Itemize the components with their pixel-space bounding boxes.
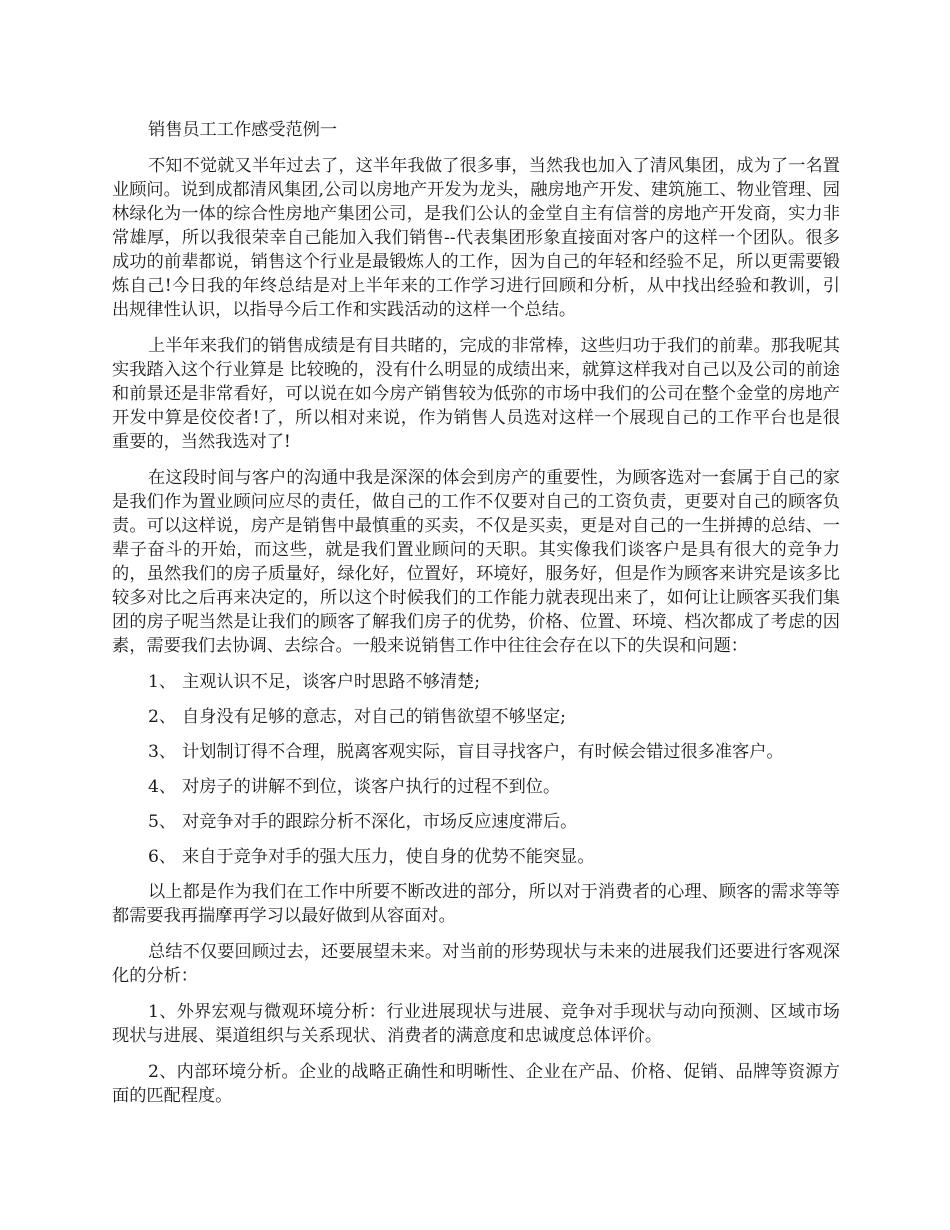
list-item-number: 5、	[148, 812, 177, 832]
paragraph-internal-analysis: 2、内部环境分析。企业的战略正确性和明晰性、企业在产品、价格、促销、品牌等资源方面的匹配程度。	[112, 1062, 840, 1106]
list-item	[112, 775, 840, 799]
list-item-text: 对房子的讲解不到位，谈客户执行的过程不到位。	[182, 777, 561, 797]
document-title: 销售员工工作感受范例一	[148, 120, 338, 140]
list-item	[112, 810, 840, 834]
problem-list	[112, 670, 840, 869]
list-item-text: 计划制订得不合理，脱离客观实际，盲目寻找客户，有时候会错过很多准客户。	[182, 742, 784, 762]
list-item	[112, 670, 840, 694]
list-item	[112, 740, 840, 764]
list-item-text: 主观认识不足，谈客户时思路不够清楚;	[182, 672, 480, 692]
list-item-text: 自身没有足够的意志，对自己的销售欲望不够坚定;	[182, 707, 566, 727]
document-page	[112, 118, 840, 1120]
list-item	[112, 705, 840, 729]
list-item-number: 6、	[148, 847, 177, 867]
list-item-number: 3、	[148, 742, 177, 762]
paragraph-outlook: 总结不仅要回顾过去，还要展望未来。对当前的形势现状与未来的进展我们还要进行客观深化的分析：	[112, 942, 840, 986]
list-item-number: 2、	[148, 707, 177, 727]
list-item-number: 4、	[148, 777, 177, 797]
paragraph-external-analysis: 1、外界宏观与微观环境分析：行业进展现状与进展、竞争对手现状与动向预测、区域市场现状与进展、渠道组织与关系现状、消费者的满意度和忠诚度总体评价。	[112, 1002, 840, 1046]
paragraph-sales-results: 上半年来我们的销售成绩是有目共睹的，完成的非常棒，这些归功于我们的前辈。那我呢其实我踏入这个行业算是 比较晚的，没有什么明显的成绩出来，就算这样我对自己以及公司的前途和前景还是非常看好，可以说在如今房产销售较为低弥的市场中我们的公司在整个金堂的房地产开发中算是佼佼者!了，所以相对来说，作为销售人员选对这样一个展现自己的工作平台也是很重要的，当然我选对了!	[112, 336, 840, 452]
list-item	[112, 845, 840, 869]
paragraph-improvement: 以上都是作为我们在工作中所要不断改进的部分，所以对于消费者的心理、顾客的需求等等都需要我再揣摩再学习以最好做到从容面对。	[112, 882, 840, 926]
list-item-text: 对竞争对手的跟踪分析不深化，市场反应速度滞后。	[182, 812, 578, 832]
list-item-text: 来自于竞争对手的强大压力，使自身的优势不能突显。	[182, 847, 595, 867]
paragraph-customer-communication: 在这段时间与客户的沟通中我是深深的体会到房产的重要性，为顾客选对一套属于自己的家是我们作为置业顾问应尽的责任，做自己的工作不仅要对自己的工资负责，更要对自己的顾客负责。可以这样说，房产是销售中最慎重的买卖，不仅是买卖，更是对自己的一生拼搏的总结、一辈子奋斗的开始，而这些，就是我们置业顾问的天职。其实像我们谈客户是具有很大的竞争力的，虽然我们的房子质量好，绿化好，位置好，环境好，服务好，但是作为顾客来讲究是该多比较多对比之后再来决定的，所以这个时候我们的工作能力就表现出来了，如何让让顾客买我们集团的房子呢当然是让我们的顾客了解我们房子的优势，价格、位置、环境、档次都成了考虑的因素，需要我们去协调、去综合。一般来说销售工作中往往会存在以下的失误和问题：	[112, 468, 840, 656]
paragraph-intro: 不知不觉就又半年过去了，这半年我做了很多事，当然我也加入了清风集团，成为了一名置业顾问。说到成都清风集团,公司以房地产开发为龙头，融房地产开发、建筑施工、物业管理、园林绿化为一体的综合性房地产集团公司，是我们公认的金堂自主有信誉的房地产开发商，实力非常雄厚，所以我很荣幸自己能加入我们销售--代表集团形象直接面对客户的这样一个团队。很多成功的前辈都说，销售这个行业是最锻炼人的工作，因为自己的年轻和经验不足，所以更需要锻炼自己!今日我的年终总结是对上半年来的工作学习进行回顾和分析，从中找出经验和教训，引出规律性认识，以指导今后工作和实践活动的这样一个总结。	[112, 156, 840, 320]
list-item-number: 1、	[148, 672, 177, 692]
